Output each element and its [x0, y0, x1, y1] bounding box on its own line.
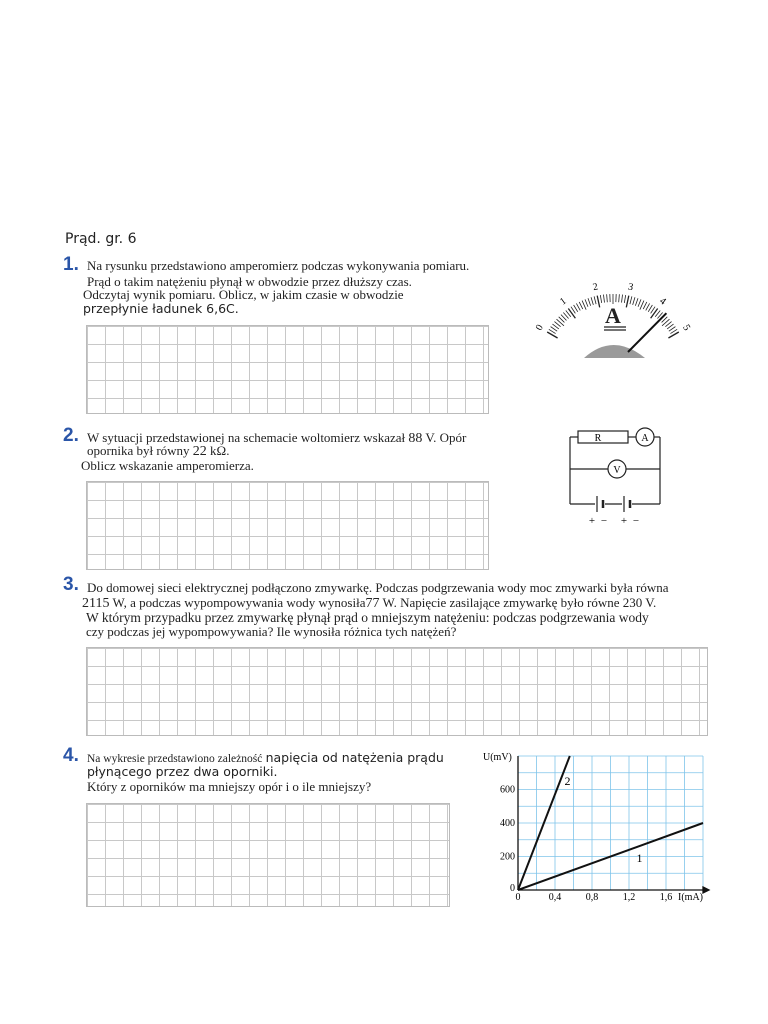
ammeter-tick	[626, 296, 628, 308]
task-2-text-d: kΩ.	[210, 443, 230, 458]
task-4-number: 4.	[63, 745, 79, 766]
task-1-number: 1.	[63, 254, 79, 275]
ammeter-tick	[619, 294, 620, 302]
resistor-label: R	[594, 433, 602, 444]
ammeter-scale-label: 2	[591, 281, 600, 294]
task-3-text-b: W. Napięcie zasilające zmywarkę było równe 230 V.	[382, 595, 657, 610]
ammeter-tick	[597, 296, 599, 308]
chart-y-tick: 600	[500, 784, 515, 796]
ammeter-symbol: A	[605, 303, 621, 328]
task-2-text-c: opornika był równy	[87, 443, 190, 458]
task-2-text-a: W sytuacji przedstawionej na schemacie woltomierz wskazał	[87, 430, 406, 445]
battery-sign: −	[632, 515, 640, 527]
task-4-answer-grid[interactable]	[86, 803, 450, 907]
ammeter-scale-label: 3	[626, 281, 635, 294]
ammeter-scale-label: 0	[533, 322, 546, 333]
ammeter-tick	[633, 297, 635, 305]
ammeter-tick	[643, 302, 647, 309]
ammeter-label: A	[641, 433, 649, 444]
task-1-answer-grid[interactable]	[86, 325, 489, 414]
task-3-power-1: 2115	[82, 596, 110, 611]
chart-y-tick: 400	[500, 818, 515, 829]
ammeter-tick	[607, 294, 608, 302]
ammeter-tick	[622, 295, 623, 303]
task-1-line-2: Prąd o takim natężeniu płynął w obwodzie przez dłuższy czas.	[87, 274, 412, 289]
ammeter-tick	[646, 303, 650, 310]
ammeter-tick	[568, 309, 575, 319]
task-3-line-1: Do domowej sieci elektrycznej podłączono zmywarkę. Podczas podgrzewania wody moc zmywarki była równa	[87, 580, 669, 595]
ammeter-tick	[651, 309, 658, 319]
task-1-line-1: Na rysunku przedstawiono amperomierz podczas wykonywania pomiaru.	[87, 258, 470, 273]
ammeter-tick	[588, 298, 591, 306]
ammeter-tick	[668, 332, 678, 338]
chart-x-tick: 0,4	[548, 892, 562, 903]
ammeter-dial-base	[584, 345, 645, 358]
chart-x-tick: 1,2	[622, 892, 636, 903]
ammeter-tick	[630, 296, 632, 304]
ammeter-tick	[648, 305, 652, 312]
task-2-answer-grid[interactable]	[86, 481, 489, 570]
ammeter-tick	[557, 319, 564, 326]
ammeter-tick	[603, 295, 604, 303]
task-3-answer-grid[interactable]	[86, 647, 708, 736]
chart-x-tick: 1,6	[659, 892, 673, 903]
ammeter-tick	[638, 299, 641, 306]
chart-x-tick: 0	[515, 892, 521, 903]
chart-y-tick: 200	[500, 851, 515, 863]
ammeter-tick	[624, 295, 625, 303]
ammeter-tick	[635, 298, 638, 306]
page-title: Prąd. gr. 6	[65, 231, 137, 247]
ammeter-scale-label: 4	[657, 295, 668, 308]
ammeter-tick	[547, 332, 557, 338]
ammeter-scale-label: 5	[680, 322, 693, 333]
task-4-line-2: płynącego przez dwa oporniki.	[87, 764, 278, 779]
voltmeter-label: V	[613, 465, 621, 476]
task-2-resistance: 22	[192, 444, 207, 459]
task-2-question: Oblicz wskazanie amperomierza.	[81, 458, 254, 473]
ammeter-scale-label: 1	[558, 295, 569, 308]
chart-series-label: 1	[636, 850, 643, 865]
chart-xlabel: I(mA)	[678, 892, 703, 903]
chart-ylabel: U(mV)	[483, 752, 512, 763]
chart-series-label: 2	[564, 774, 571, 789]
ammeter-tick	[576, 303, 580, 310]
circuit-diagram	[560, 424, 670, 534]
ammeter-tick	[574, 305, 578, 312]
battery-sign: +	[588, 515, 596, 527]
task-2-number: 2.	[63, 425, 79, 446]
ammeter-tick	[662, 319, 669, 326]
ammeter-tick	[600, 295, 601, 303]
ammeter-tick	[594, 296, 596, 304]
task-3-line-4: czy podczas jej wypompowywania? Ile wynosiła różnica tych natężeń?	[86, 624, 457, 639]
task-2-voltage: 88	[408, 431, 423, 446]
task-3-number: 3.	[63, 574, 79, 595]
chart-y-tick: 0	[510, 883, 515, 894]
battery-sign: +	[620, 515, 628, 527]
ammeter-tick	[591, 297, 593, 305]
task-4-text-a: Na wykresie przedstawiono zależność	[87, 753, 263, 765]
u-i-chart	[478, 748, 718, 908]
task-3-text-a: W, a podczas wypompowywania wody wynosiła	[112, 595, 366, 610]
task-1-line-3: Odczytaj wynik pomiaru. Oblicz, w jakim czasie w obwodzie	[83, 287, 404, 302]
task-2-text-b: V. Opór	[425, 430, 467, 445]
ammeter-tick	[585, 299, 588, 306]
ammeter-tick	[579, 302, 583, 309]
ammeter-illustration	[510, 250, 725, 365]
task-3-power-2: 77	[365, 596, 380, 611]
battery-sign: −	[600, 515, 608, 527]
task-3-line-3: W którym przypadku przez zmywarkę płynął prąd o mniejszym natężeniu: podczas podgrzewania wody	[86, 610, 649, 625]
task-4-text-b: napięcia od natężenia prądu	[265, 750, 444, 765]
chart-x-tick: 0,8	[585, 892, 599, 903]
task-4-line-3: Który z oporników ma mniejszy opór i o ile mniejszy?	[87, 779, 372, 794]
task-1-line-4: przepłynie ładunek 6,6C.	[83, 301, 239, 316]
ammeter-needle	[628, 313, 666, 352]
